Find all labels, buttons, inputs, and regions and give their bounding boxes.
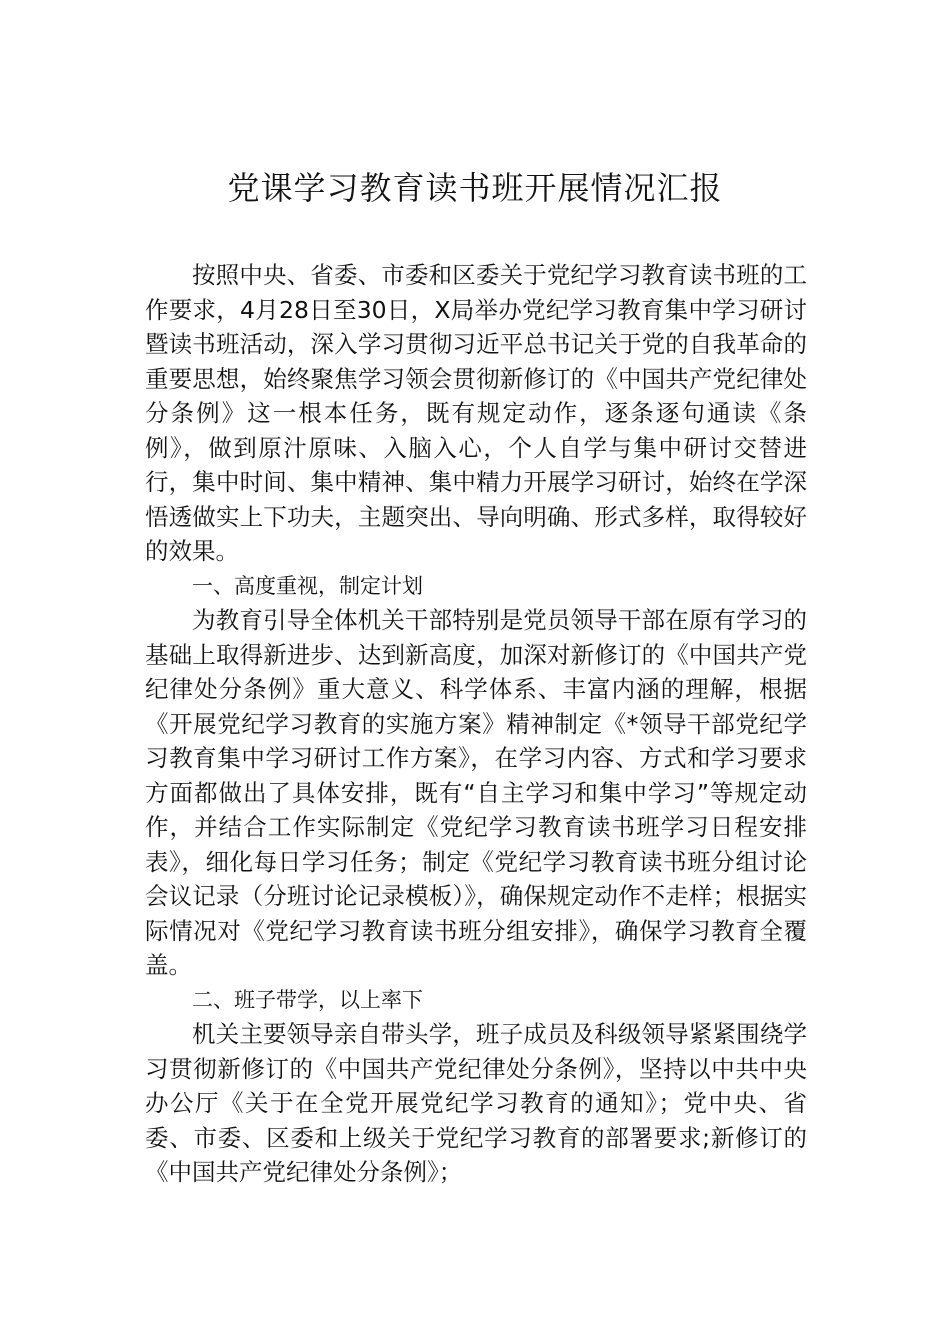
document-title: 党课学习教育读书班开展情况汇报 — [227, 169, 723, 207]
section-1-paragraph: 为教育引导全体机关干部特别是党员领导干部在原有学习的基础上取得新进步、达到新高度，加深对新修订的《中国共产党纪律处分条例》重大意义、科学体系、丰富内涵的理解，根据《开展党纪学习教育的实施方案》精神制定《*领导干部党纪学习教育集中学习研讨工作方案》，在学习内容、方式和学习要求方面都做出了具体安排，既有“自主学习和集中学习”等规定动作，并结合工作实际制定《党纪学习教育读书班学习日程安排表》，细化每日学习任务；制定《党纪学习教育读书班分组讨论会议记录（分班讨论记录模板）》，确保规定动作不走样；根据实际情况对《党纪学习教育读书班分组安排》，确保学习教育全覆盖。 — [145, 606, 807, 979]
section-heading-2: 二、班子带学，以上率下 — [192, 987, 424, 1012]
intro-paragraph: 按照中央、省委、市委和区委关于党纪学习教育读书班的工作要求，4月28日至30日，X局举办党纪学习教育集中学习研讨暨读书班活动，深入学习贯彻习近平总书记关于党的自我革命的重要思想，始终聚焦学习领会贯彻新修订的《中国共产党纪律处分条例》这一根本任务，既有规定动作，逐条逐句通读《条例》，做到原汁原味、入脑入心，个人自学与集中研讨交替进行，集中时间、集中精神、集中精力开展学习研讨，始终在学深悟透做实上下功夫，主题突出、导向明确、形式多样，取得较好的效果。 — [145, 261, 807, 565]
section-heading-1: 一、高度重视，制定计划 — [192, 573, 424, 598]
section-2-paragraph: 机关主要领导亲自带头学，班子成员及科级领导紧紧围绕学习贯彻新修订的《中国共产党纪律处分条例》，坚持以中共中央办公厅《关于在全党开展党纪学习教育的通知》；党中央、省委、市委、区委和上级关于党纪学习教育的部署要求;新修订的《中国共产党纪律处分条例》； — [145, 1020, 807, 1186]
document-body — [145, 258, 807, 1190]
